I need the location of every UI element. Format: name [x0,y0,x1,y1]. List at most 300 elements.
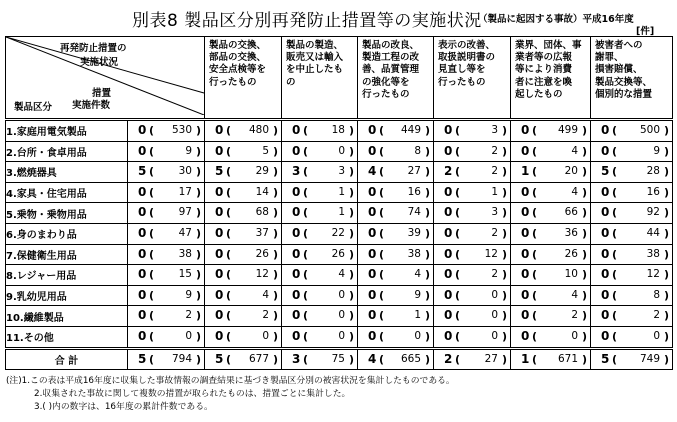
unit-label: [件] [636,26,655,37]
year-count: 0 [444,287,453,302]
paren-open: ( [455,247,461,261]
paren-open: ( [455,309,461,323]
value-cell [434,223,511,244]
cumulative-count: 12 [484,247,498,260]
cumulative-count: 499 [557,124,578,136]
cumulative-count: 10 [564,268,578,281]
paren-open: ( [455,329,461,343]
cumulative-count: 12 [646,268,660,281]
cumulative-count: 18 [331,124,345,136]
page-title: 別表8 製品区分別再発防止措置等の実施状況 [132,11,482,31]
value-cell [591,265,673,286]
year-count: 0 [601,287,610,302]
paren-close: ) [348,247,354,261]
paren-open: ( [149,352,155,366]
value-cell [358,285,434,306]
year-count: 1 [521,164,530,179]
year-count: 0 [368,308,377,323]
paren-close: ) [663,206,669,220]
value-cell [511,348,591,370]
value-cell [434,120,511,142]
cumulative-count: 38 [178,247,192,260]
paren-close: ) [348,185,354,199]
cumulative-count: 2 [491,144,498,157]
paren-close: ) [581,288,587,302]
cumulative-count: 0 [338,309,345,322]
cumulative-count: 0 [491,329,498,342]
cumulative-count: 92 [646,206,660,219]
value-cell [282,162,358,183]
value-cell [205,244,282,265]
paren-close: ) [272,144,278,158]
paren-open: ( [455,185,461,199]
value-cell [282,203,358,224]
paren-open: ( [149,144,155,158]
year-count: 0 [215,184,224,199]
corner-label-mid: 措置 [92,88,112,99]
corner-label-count: 実施件数 [72,100,111,111]
column-header-line: 損害賠償、 [595,64,643,76]
year-count: 0 [215,308,224,323]
column-header-line: 製品交換等、 [595,76,653,88]
value-cell [591,162,673,183]
cumulative-count: 0 [571,329,578,342]
paren-open: ( [455,124,461,137]
cumulative-count: 22 [331,226,345,239]
column-header-4 [434,37,511,120]
value-cell [358,162,434,183]
table-row [6,203,673,224]
cumulative-count: 38 [646,247,660,260]
paren-open: ( [226,206,232,220]
cumulative-count: 4 [571,144,578,157]
paren-close: ) [348,352,354,366]
paren-open: ( [532,329,538,343]
paren-close: ) [581,309,587,323]
cumulative-count: 0 [491,309,498,322]
column-header-3 [358,37,434,120]
cumulative-count: 44 [646,226,660,239]
column-header-line: 安全点検等を [209,64,267,76]
paren-open: ( [149,124,155,137]
paren-open: ( [612,268,618,282]
cumulative-count: 0 [491,288,498,301]
year-count: 0 [215,225,224,240]
cumulative-count: 97 [178,206,192,219]
paren-close: ) [581,226,587,240]
column-header-line: 製品の製造、 [286,40,344,51]
paren-open: ( [612,144,618,158]
paren-close: ) [195,309,201,323]
column-header-line: 等により消費 [515,64,573,76]
paren-close: ) [195,124,201,137]
cumulative-count: 480 [248,124,269,136]
column-header-line: 行ったもの [438,76,486,88]
column-header-1 [205,37,282,120]
year-count: 0 [601,225,610,240]
paren-close: ) [348,144,354,158]
paren-open: ( [532,268,538,282]
paren-close: ) [348,165,354,179]
paren-open: ( [612,226,618,240]
year-count: 0 [444,328,453,343]
footnote-1: (注)1.この表は平成16年度に収集した事故情報の調査結果に基づき製品区分別の被害状況を集計したものである。 [6,376,455,386]
year-count: 0 [601,328,610,343]
cumulative-count: 68 [255,206,269,219]
value-cell [591,348,673,370]
paren-close: ) [348,329,354,343]
paren-close: ) [272,247,278,261]
value-cell [511,120,591,142]
year-count: 0 [601,267,610,282]
paren-close: ) [581,206,587,220]
year-count: 0 [368,123,377,137]
year-count: 0 [138,267,147,282]
paren-close: ) [501,226,507,240]
cumulative-count: 3 [338,165,345,178]
total-row [6,348,673,370]
cumulative-count: 3 [491,206,498,219]
paren-open: ( [379,144,385,158]
paren-open: ( [149,329,155,343]
value-cell [128,306,205,327]
value-cell [205,348,282,370]
paren-open: ( [149,165,155,179]
paren-open: ( [149,185,155,199]
category-label: 8.レジャー用品 [6,265,128,286]
paren-close: ) [424,144,430,158]
year-count: 0 [521,287,530,302]
cumulative-count: 39 [407,226,421,239]
value-cell [358,348,434,370]
value-cell [358,326,434,348]
paren-close: ) [663,309,669,323]
category-label: 1.家庭用電気製品 [6,120,128,142]
paren-open: ( [612,165,618,179]
paren-close: ) [195,247,201,261]
table-row [6,120,673,142]
year-count: 0 [368,184,377,199]
value-cell [282,348,358,370]
column-header-5 [511,37,591,120]
paren-close: ) [501,309,507,323]
paren-close: ) [195,165,201,179]
year-count: 5 [215,351,224,366]
cumulative-count: 26 [564,247,578,260]
paren-open: ( [455,352,461,366]
paren-close: ) [501,352,507,366]
value-cell [511,203,591,224]
year-count: 5 [215,164,224,179]
cumulative-count: 0 [262,329,269,342]
paren-open: ( [455,144,461,158]
paren-close: ) [663,329,669,343]
paren-open: ( [612,206,618,220]
paren-close: ) [424,288,430,302]
paren-open: ( [379,226,385,240]
paren-close: ) [348,124,354,137]
paren-close: ) [501,329,507,343]
cumulative-count: 0 [338,144,345,157]
column-header-line: の [286,76,296,88]
cumulative-count: 8 [414,144,421,157]
value-cell [128,244,205,265]
year-count: 0 [601,246,610,261]
year-count: 0 [215,267,224,282]
paren-close: ) [424,352,430,366]
cumulative-count: 9 [414,288,421,301]
paren-open: ( [226,352,232,366]
year-count: 0 [368,143,377,158]
header-row [6,37,673,120]
year-count: 3 [292,164,301,179]
column-header-line: 製品の改良、 [362,40,420,51]
paren-open: ( [612,247,618,261]
year-count: 0 [601,308,610,323]
category-label: 5.乗物・乗物用品 [6,203,128,224]
paren-open: ( [303,352,309,366]
paren-open: ( [612,309,618,323]
table-row [6,285,673,306]
paren-close: ) [195,144,201,158]
paren-close: ) [663,268,669,282]
value-cell [128,285,205,306]
paren-open: ( [455,226,461,240]
year-count: 5 [601,351,610,366]
category-label: 10.繊維製品 [6,306,128,327]
paren-open: ( [612,352,618,366]
value-cell [205,182,282,203]
paren-open: ( [612,288,618,302]
paren-open: ( [149,309,155,323]
value-cell [282,223,358,244]
year-count: 3 [292,351,301,366]
paren-close: ) [581,247,587,261]
year-count: 0 [292,308,301,323]
paren-open: ( [226,226,232,240]
paren-open: ( [226,144,232,158]
cumulative-count: 530 [171,124,192,136]
paren-open: ( [226,185,232,199]
paren-close: ) [272,288,278,302]
year-count: 0 [292,184,301,199]
cumulative-count: 500 [639,124,660,136]
year-count: 0 [215,123,224,137]
value-cell [591,244,673,265]
year-count: 0 [292,246,301,261]
column-header-line: 個別的な措置 [595,88,653,100]
paren-close: ) [501,288,507,302]
paren-open: ( [612,329,618,343]
paren-open: ( [226,288,232,302]
cumulative-count: 29 [255,165,269,178]
cumulative-count: 27 [407,165,421,178]
value-cell [591,203,673,224]
cumulative-count: 671 [557,352,578,365]
paren-close: ) [348,226,354,240]
cumulative-count: 47 [178,226,192,239]
category-label: 2.台所・食卓用品 [6,141,128,162]
paren-close: ) [424,165,430,179]
year-count: 5 [138,351,147,366]
value-cell [282,141,358,162]
year-count: 0 [444,267,453,282]
paren-close: ) [663,165,669,179]
cumulative-count: 28 [646,165,660,178]
year-count: 0 [215,246,224,261]
paren-close: ) [348,309,354,323]
cumulative-count: 9 [185,144,192,157]
year-count: 5 [138,164,147,179]
paren-close: ) [272,309,278,323]
paren-close: ) [272,329,278,343]
value-cell [511,285,591,306]
cumulative-count: 749 [639,352,660,365]
cumulative-count: 15 [178,268,192,281]
value-cell [205,203,282,224]
cumulative-count: 4 [262,288,269,301]
paren-open: ( [303,309,309,323]
paren-open: ( [532,288,538,302]
paren-close: ) [195,329,201,343]
value-cell [205,141,282,162]
value-cell [282,244,358,265]
column-header-line: を中止したも [286,64,344,76]
value-cell [282,306,358,327]
page-header [0,6,677,32]
value-cell [282,120,358,142]
paren-open: ( [455,268,461,282]
paren-close: ) [195,226,201,240]
year-count: 0 [292,123,301,137]
paren-close: ) [663,226,669,240]
column-header-line: 販売又は輸入 [286,52,344,64]
year-count: 0 [138,287,147,302]
paren-close: ) [348,206,354,220]
paren-close: ) [501,144,507,158]
cumulative-count: 449 [400,124,421,136]
footnote-2: 2.収集された事故に関して複数の措置が取られたものは、措置ごとに集計した。 [34,389,351,399]
category-label: 7.保健衛生用品 [6,244,128,265]
paren-open: ( [303,124,309,137]
year-count: 0 [215,205,224,220]
paren-open: ( [303,144,309,158]
value-cell [128,326,205,348]
cumulative-count: 0 [414,329,421,342]
paren-open: ( [303,247,309,261]
paren-close: ) [663,144,669,158]
year-count: 2 [444,164,453,179]
column-header-line: 行ったもの [209,76,257,88]
cumulative-count: 2 [491,165,498,178]
value-cell [511,223,591,244]
cumulative-count: 38 [407,247,421,260]
paren-open: ( [149,206,155,220]
page-subtitle: （製品に起因する事故）平成16年度 [478,14,634,25]
paren-open: ( [226,268,232,282]
cumulative-count: 16 [407,185,421,198]
paren-close: ) [581,124,587,137]
value-cell [591,120,673,142]
year-count: 0 [368,225,377,240]
column-header-line: 被害者への [595,40,643,51]
year-count: 0 [601,123,610,137]
column-header-line: 謝罪、 [595,52,624,64]
year-count: 0 [444,184,453,199]
column-header-line: 製造工程の改 [362,52,420,64]
cumulative-count: 1 [338,185,345,198]
paren-open: ( [532,144,538,158]
paren-close: ) [501,247,507,261]
cumulative-count: 12 [255,268,269,281]
paren-close: ) [424,206,430,220]
column-header-line: 善、品質管理 [362,64,420,76]
paren-open: ( [532,226,538,240]
cumulative-count: 2 [653,309,660,322]
paren-open: ( [532,185,538,199]
table-row [6,223,673,244]
paren-close: ) [272,352,278,366]
cumulative-count: 75 [331,352,345,365]
year-count: 4 [368,351,377,366]
cumulative-count: 36 [564,226,578,239]
category-label: 6.身のまわり品 [6,223,128,244]
paren-open: ( [226,329,232,343]
value-cell [591,141,673,162]
corner-label-status: 実施状況 [80,57,119,68]
table-row [6,265,673,286]
value-cell [128,120,205,142]
value-cell [591,326,673,348]
column-header-6 [591,37,673,120]
paren-close: ) [663,247,669,261]
cumulative-count: 37 [255,226,269,239]
paren-close: ) [581,185,587,199]
year-count: 0 [292,225,301,240]
paren-close: ) [581,352,587,366]
cumulative-count: 2 [185,309,192,322]
corner-label-category: 製品区分 [14,102,53,113]
cumulative-count: 0 [338,288,345,301]
cumulative-count: 3 [491,124,498,136]
table-row [6,182,673,203]
year-count: 0 [444,246,453,261]
paren-close: ) [663,124,669,137]
table-row [6,326,673,348]
value-cell [282,285,358,306]
cumulative-count: 26 [331,247,345,260]
value-cell [434,162,511,183]
category-label: 11.その他 [6,326,128,348]
paren-open: ( [379,165,385,179]
paren-open: ( [303,288,309,302]
column-header-line: の強化等を [362,76,410,88]
paren-open: ( [612,185,618,199]
paren-open: ( [226,165,232,179]
paren-close: ) [663,288,669,302]
paren-close: ) [581,144,587,158]
paren-open: ( [379,268,385,282]
value-cell [128,348,205,370]
paren-close: ) [424,124,430,137]
paren-open: ( [532,247,538,261]
cumulative-count: 74 [407,206,421,219]
table-row [6,306,673,327]
cumulative-count: 2 [491,226,498,239]
year-count: 0 [138,123,147,137]
paren-open: ( [532,124,538,137]
value-cell [511,265,591,286]
